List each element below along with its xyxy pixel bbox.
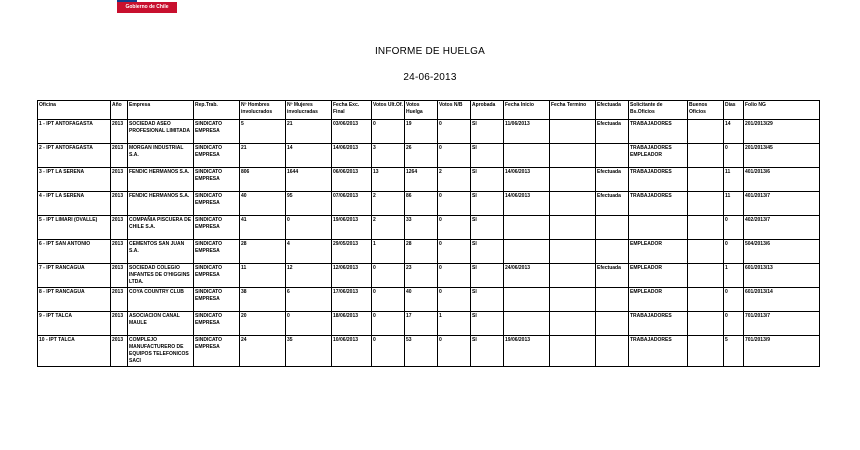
table-cell: 401/2013/6 bbox=[744, 168, 820, 192]
table-cell: 201/2013/29 bbox=[744, 120, 820, 144]
table-cell: 40 bbox=[405, 288, 438, 312]
column-header: Aprobada bbox=[471, 101, 504, 120]
table-cell: 10/06/2013 bbox=[332, 336, 372, 367]
table-cell: SI bbox=[471, 240, 504, 264]
table-cell: 0 bbox=[438, 192, 471, 216]
report-title: INFORME DE HUELGA bbox=[374, 46, 486, 57]
table-cell: COYA COUNTRY CLUB bbox=[128, 288, 194, 312]
table-cell bbox=[504, 312, 550, 336]
table-cell: EMPLEADOR bbox=[629, 264, 688, 288]
table-cell: 2013 bbox=[111, 144, 128, 168]
table-cell: 28 bbox=[405, 240, 438, 264]
table-cell: 0 bbox=[372, 120, 405, 144]
table-cell bbox=[596, 288, 629, 312]
column-header: Días bbox=[724, 101, 744, 120]
table-cell: 13 bbox=[372, 168, 405, 192]
table-cell: 17/06/2013 bbox=[332, 288, 372, 312]
table-cell bbox=[504, 216, 550, 240]
table-cell: 701/2013/9 bbox=[744, 336, 820, 367]
table-cell: 24/06/2013 bbox=[504, 264, 550, 288]
table-cell: 0 bbox=[438, 336, 471, 367]
table-cell: 6 - IPT SAN ANTONIO bbox=[38, 240, 111, 264]
table-cell: 0 bbox=[372, 288, 405, 312]
table-cell: 0 bbox=[372, 264, 405, 288]
table-row bbox=[38, 216, 820, 240]
table-cell: 4 bbox=[286, 240, 332, 264]
table-cell bbox=[688, 336, 724, 367]
table-cell: SINDICATO EMPRESA bbox=[194, 264, 240, 288]
column-header: Votos Ult.Of. bbox=[372, 101, 405, 120]
table-cell: SI bbox=[471, 216, 504, 240]
table-cell: Efectuada bbox=[596, 168, 629, 192]
table-cell: 11 bbox=[240, 264, 286, 288]
table-cell: 2013 bbox=[111, 216, 128, 240]
table-row bbox=[38, 168, 820, 192]
table-cell: 0 bbox=[724, 312, 744, 336]
table-cell: 4 - IPT LA SERENA bbox=[38, 192, 111, 216]
table-cell: 03/06/2013 bbox=[332, 120, 372, 144]
table-cell: COMPAÑIA PISCUERA DE CHILE S.A. bbox=[128, 216, 194, 240]
table-cell: 2013 bbox=[111, 288, 128, 312]
table-cell: TRABAJADORES bbox=[629, 336, 688, 367]
table-cell: 19/06/2013 bbox=[504, 336, 550, 367]
table-cell: SINDICATO EMPRESA bbox=[194, 216, 240, 240]
table-cell bbox=[504, 288, 550, 312]
table-cell: SINDICATO EMPRESA bbox=[194, 288, 240, 312]
table-cell: 10 - IPT TALCA bbox=[38, 336, 111, 367]
table-cell: SINDICATO EMPRESA bbox=[194, 120, 240, 144]
table-cell: 3 - IPT LA SERENA bbox=[38, 168, 111, 192]
table-cell: TRABAJADORES bbox=[629, 312, 688, 336]
table-body bbox=[38, 120, 820, 367]
table-cell: 33 bbox=[405, 216, 438, 240]
table-cell: 21 bbox=[240, 144, 286, 168]
table-cell bbox=[596, 216, 629, 240]
table-cell: 9 - IPT TALCA bbox=[38, 312, 111, 336]
table-cell: 3 bbox=[372, 144, 405, 168]
table-cell: SI bbox=[471, 288, 504, 312]
table-cell: 07/06/2013 bbox=[332, 192, 372, 216]
table-cell: 2013 bbox=[111, 264, 128, 288]
table-cell: 0 bbox=[438, 288, 471, 312]
table-cell: 2013 bbox=[111, 312, 128, 336]
table-cell: TRABAJADORES bbox=[629, 120, 688, 144]
table-cell: 26 bbox=[405, 144, 438, 168]
table-cell: 1 - IPT ANTOFAGASTA bbox=[38, 120, 111, 144]
table-cell: 11 bbox=[724, 192, 744, 216]
table-cell: 201/2013/45 bbox=[744, 144, 820, 168]
table-cell bbox=[550, 144, 596, 168]
table-cell: 18/06/2013 bbox=[332, 312, 372, 336]
column-header: Efectuada bbox=[596, 101, 629, 120]
table-cell: 806 bbox=[240, 168, 286, 192]
table-cell: 40 bbox=[240, 192, 286, 216]
table-cell: 53 bbox=[405, 336, 438, 367]
table-cell: 5 - IPT LIMARI (OVALLE) bbox=[38, 216, 111, 240]
table-cell: 0 bbox=[438, 264, 471, 288]
column-header: Votos N/B bbox=[438, 101, 471, 120]
table-cell: 701/2013/7 bbox=[744, 312, 820, 336]
table-cell bbox=[550, 192, 596, 216]
table-cell: MORGAN INDUSTRIAL S.A. bbox=[128, 144, 194, 168]
table-cell bbox=[550, 120, 596, 144]
table-cell: SI bbox=[471, 312, 504, 336]
table-cell bbox=[596, 240, 629, 264]
table-cell: 17 bbox=[405, 312, 438, 336]
table-cell: 1 bbox=[724, 264, 744, 288]
table-cell bbox=[550, 288, 596, 312]
table-cell: 95 bbox=[286, 192, 332, 216]
table-cell: 1644 bbox=[286, 168, 332, 192]
column-header: Año bbox=[111, 101, 128, 120]
table-cell: 504/2013/6 bbox=[744, 240, 820, 264]
table-cell: 14 bbox=[724, 120, 744, 144]
table-cell bbox=[550, 312, 596, 336]
table-cell: 5 bbox=[240, 120, 286, 144]
table-cell: TRABAJADORES bbox=[629, 192, 688, 216]
table-cell: 1 bbox=[372, 240, 405, 264]
table-cell: EMPLEADOR bbox=[629, 288, 688, 312]
table-cell bbox=[550, 240, 596, 264]
table-cell: 0 bbox=[438, 120, 471, 144]
table-cell: SINDICATO EMPRESA bbox=[194, 192, 240, 216]
table-cell: SI bbox=[471, 120, 504, 144]
table-cell: SINDICATO EMPRESA bbox=[194, 168, 240, 192]
table-cell: 401/2013/7 bbox=[744, 192, 820, 216]
table-cell: 0 bbox=[286, 312, 332, 336]
table-cell: 20 bbox=[240, 312, 286, 336]
table-cell bbox=[688, 120, 724, 144]
table-cell: SI bbox=[471, 336, 504, 367]
table-cell: 6 bbox=[286, 288, 332, 312]
table-cell: 1264 bbox=[405, 168, 438, 192]
table-cell bbox=[596, 336, 629, 367]
table-cell: SINDICATO EMPRESA bbox=[194, 144, 240, 168]
column-header: Folio NG bbox=[744, 101, 820, 120]
table-cell bbox=[550, 168, 596, 192]
column-header: Nº Mujeres involucradas bbox=[286, 101, 332, 120]
table-cell: 0 bbox=[724, 216, 744, 240]
table-cell: EMPLEADOR bbox=[629, 240, 688, 264]
column-header: Votos Huelga bbox=[405, 101, 438, 120]
table-cell: TRABAJADORES bbox=[629, 168, 688, 192]
table-cell: 29/05/2013 bbox=[332, 240, 372, 264]
table-cell: SI bbox=[471, 264, 504, 288]
government-logo bbox=[117, 0, 177, 13]
table-cell: 7 - IPT RANCAGUA bbox=[38, 264, 111, 288]
table-row bbox=[38, 120, 820, 144]
table-cell: 0 bbox=[724, 288, 744, 312]
table-cell: 12/06/2013 bbox=[332, 264, 372, 288]
table-cell bbox=[596, 144, 629, 168]
column-header: Buenos Oficios bbox=[688, 101, 724, 120]
table-cell bbox=[688, 168, 724, 192]
table-cell: 12 bbox=[286, 264, 332, 288]
table-cell bbox=[596, 312, 629, 336]
table-cell: 23 bbox=[405, 264, 438, 288]
table-cell: SINDICATO EMPRESA bbox=[194, 312, 240, 336]
report-date: 24-06-2013 bbox=[403, 72, 457, 83]
table-cell: SINDICATO EMPRESA bbox=[194, 336, 240, 367]
table-cell: 11/06/2013 bbox=[504, 120, 550, 144]
table-cell bbox=[688, 288, 724, 312]
table-cell: 2 bbox=[372, 216, 405, 240]
column-header: Solicitante de Bs.Oficios bbox=[629, 101, 688, 120]
table-cell: SINDICATO EMPRESA bbox=[194, 240, 240, 264]
table-row bbox=[38, 336, 820, 367]
table-cell: 21 bbox=[286, 120, 332, 144]
table-cell: 38 bbox=[240, 288, 286, 312]
table-cell: 2013 bbox=[111, 240, 128, 264]
table-cell: 19/06/2013 bbox=[332, 216, 372, 240]
column-header: Nº Hombres involucrados bbox=[240, 101, 286, 120]
table-cell: 601/2013/13 bbox=[744, 264, 820, 288]
table-cell: 2 bbox=[372, 192, 405, 216]
table-cell: 0 bbox=[724, 240, 744, 264]
table-cell bbox=[688, 144, 724, 168]
table-cell: 41 bbox=[240, 216, 286, 240]
table-cell: 2013 bbox=[111, 336, 128, 367]
column-header: Empresa bbox=[128, 101, 194, 120]
table-cell: 5 bbox=[724, 336, 744, 367]
table-cell: FENDIC HERMANOS S.A. bbox=[128, 192, 194, 216]
column-header: Oficina bbox=[38, 101, 111, 120]
table-row bbox=[38, 312, 820, 336]
table-cell: 1 bbox=[438, 312, 471, 336]
column-header: Rep.Trab. bbox=[194, 101, 240, 120]
table-cell: 2 bbox=[438, 168, 471, 192]
table-cell: 0 bbox=[438, 144, 471, 168]
table-cell: Efectuada bbox=[596, 120, 629, 144]
table-cell: 0 bbox=[438, 240, 471, 264]
table-cell: 14/06/2013 bbox=[504, 168, 550, 192]
table-cell: 601/2013/14 bbox=[744, 288, 820, 312]
table-cell: COMPLEJO MANUFACTURERO DE EQUIPOS TELEFONICOS SACI bbox=[128, 336, 194, 367]
table-cell: 06/06/2013 bbox=[332, 168, 372, 192]
table-cell: ASOCIACION CANAL MAULE bbox=[128, 312, 194, 336]
table-cell bbox=[688, 312, 724, 336]
table-cell: TRABAJADORES EMPLEADOR bbox=[629, 144, 688, 168]
table-cell: SI bbox=[471, 192, 504, 216]
table-cell bbox=[504, 240, 550, 264]
strike-report-table bbox=[37, 100, 820, 367]
table-cell: 14/06/2013 bbox=[332, 144, 372, 168]
logo-text: Gobierno de Chile bbox=[117, 2, 177, 13]
table-cell bbox=[688, 240, 724, 264]
table-cell: 2013 bbox=[111, 168, 128, 192]
table-cell: Efectuada bbox=[596, 264, 629, 288]
table-cell: 0 bbox=[438, 216, 471, 240]
table-cell: 11 bbox=[724, 168, 744, 192]
table-row bbox=[38, 144, 820, 168]
column-header: Fecha Inicio bbox=[504, 101, 550, 120]
table-cell bbox=[688, 216, 724, 240]
table-cell: 14/06/2013 bbox=[504, 192, 550, 216]
table-row bbox=[38, 264, 820, 288]
table-cell: 35 bbox=[286, 336, 332, 367]
table-row bbox=[38, 288, 820, 312]
table-cell: SOCIEDAD COLEGIO INFANTES DE O'HIGGINS LTDA. bbox=[128, 264, 194, 288]
table-cell: 0 bbox=[372, 336, 405, 367]
table-cell: 0 bbox=[724, 144, 744, 168]
table-cell: 86 bbox=[405, 192, 438, 216]
table-cell: 2013 bbox=[111, 120, 128, 144]
table-cell: CEMENTOS SAN JUAN S.A. bbox=[128, 240, 194, 264]
table-cell: 24 bbox=[240, 336, 286, 367]
table-row bbox=[38, 192, 820, 216]
column-header: Fecha Exc. Final bbox=[332, 101, 372, 120]
table-cell: 0 bbox=[286, 216, 332, 240]
table-cell: 8 - IPT RANCAGUA bbox=[38, 288, 111, 312]
table-cell: 2013 bbox=[111, 192, 128, 216]
table-cell: Efectuada bbox=[596, 192, 629, 216]
table-cell: 28 bbox=[240, 240, 286, 264]
table-cell: SI bbox=[471, 144, 504, 168]
table-cell: 402/2013/7 bbox=[744, 216, 820, 240]
column-header: Fecha Termino bbox=[550, 101, 596, 120]
table-cell: 0 bbox=[372, 312, 405, 336]
table-cell: 19 bbox=[405, 120, 438, 144]
table-cell bbox=[504, 144, 550, 168]
table-cell: 2 - IPT ANTOFAGASTA bbox=[38, 144, 111, 168]
table-cell: SI bbox=[471, 168, 504, 192]
table-cell: SOCIEDAD ASEO PROFESIONAL LIMITADA bbox=[128, 120, 194, 144]
table-cell bbox=[688, 264, 724, 288]
table-cell bbox=[550, 264, 596, 288]
table-row bbox=[38, 240, 820, 264]
table-cell bbox=[550, 216, 596, 240]
table-cell: 14 bbox=[286, 144, 332, 168]
table-header-row bbox=[38, 101, 820, 120]
table-cell bbox=[550, 336, 596, 367]
table-cell: FENDIC HERMANOS S.A. bbox=[128, 168, 194, 192]
table-cell bbox=[629, 216, 688, 240]
table-cell bbox=[688, 192, 724, 216]
